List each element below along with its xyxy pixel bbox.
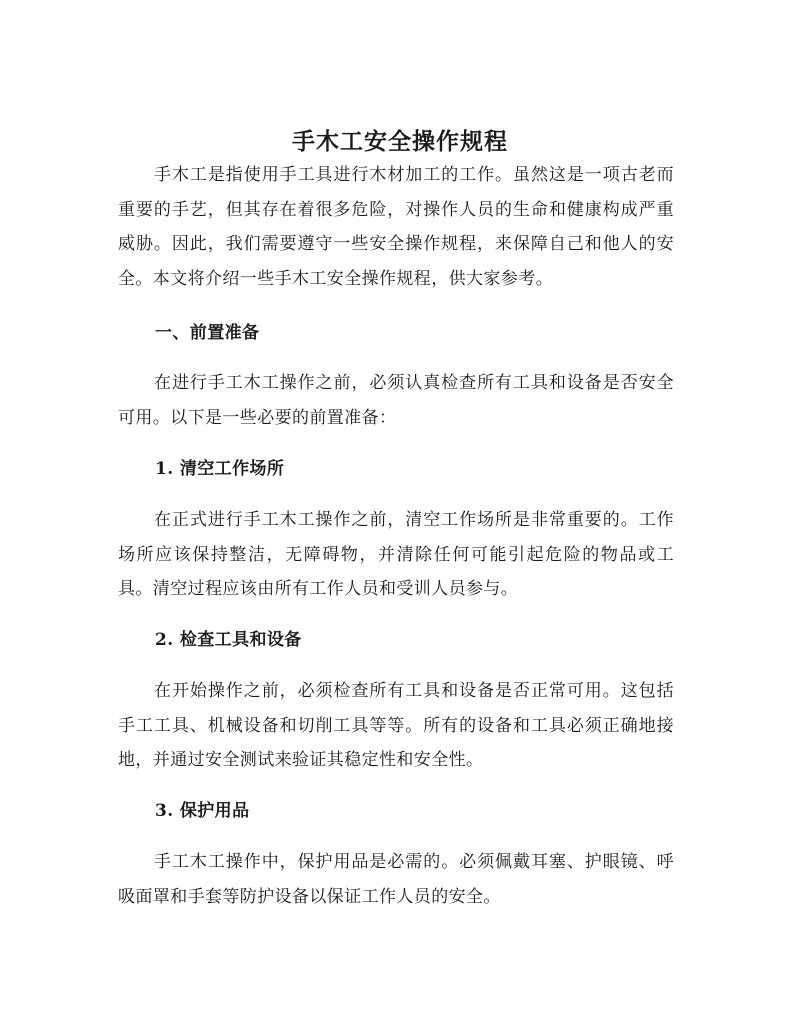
- section-heading-preparation: 一、前置准备: [155, 323, 260, 343]
- item-heading-check-tools: 2. 检查工具和设备: [155, 630, 302, 650]
- section-paragraph-preparation: 在进行手工木工操作之前，必须认真检查所有工具和设备是否安全可用。以下是一些必要的前置准备：: [118, 373, 674, 428]
- item-paragraph-clear-workspace: 在正式进行手工木工操作之前，清空工作场所是非常重要的。工作场所应该保持整洁，无障碍物，并清除任何可能引起危险的物品或工具。清空过程应该由所有工作人员和受训人员参与。: [118, 510, 674, 600]
- item-paragraph-check-tools: 在开始操作之前，必须检查所有工具和设备是否正常可用。这包括手工工具、机械设备和切削工具等等。所有的设备和工具必须正确地接地，并通过安全测试来验证其稳定性和安全性。: [118, 681, 674, 771]
- item-paragraph-protective-gear: 手工木工操作中，保护用品是必需的。必须佩戴耳塞、护眼镜、呼吸面罩和手套等防护设备以保证工作人员的安全。: [118, 852, 674, 907]
- item-heading-protective-gear: 3. 保护用品: [155, 801, 250, 821]
- document-title: 手木工安全操作规程: [292, 128, 508, 155]
- item-heading-clear-workspace: 1. 清空工作场所: [155, 459, 285, 479]
- intro-paragraph: 手木工是指使用手工具进行木材加工的工作。虽然这是一项古老而重要的手艺，但其存在着很多危险，对操作人员的生命和健康构成严重威胁。因此，我们需要遵守一些安全操作规程，来保障自己和他人的安全。本文将介绍一些手木工安全操作规程，供大家参考。: [118, 165, 674, 289]
